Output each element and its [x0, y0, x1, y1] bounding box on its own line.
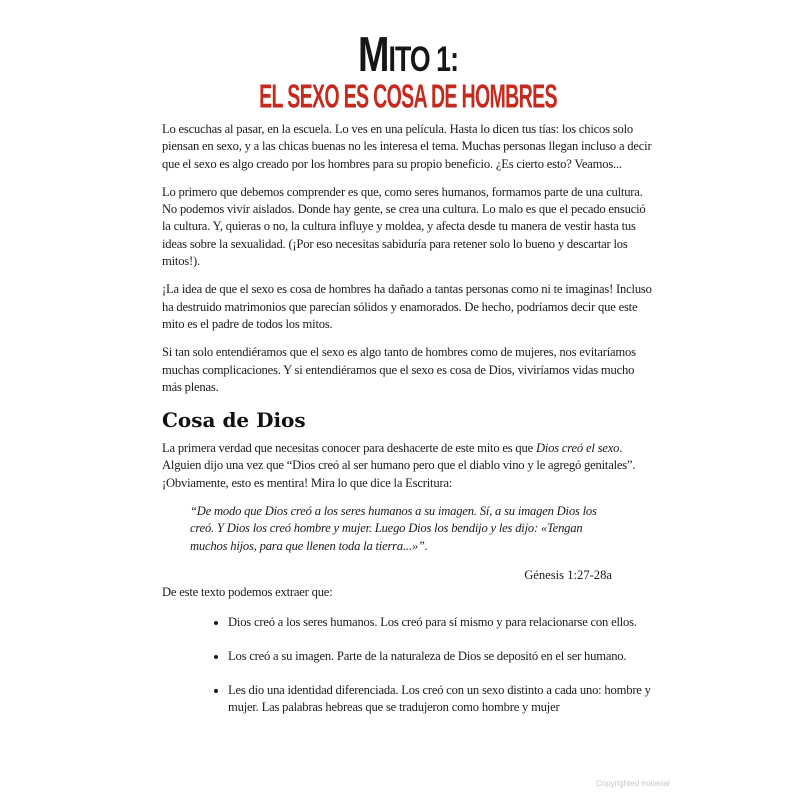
intro-paragraph-4: Si tan solo entendiéramos que el sexo es algo tanto de hombres como de mujeres, nos evitaríamos muchas complicaciones. Y si entendiéramos que el sexo es cosa de Dios, viviríamos vidas mucho más plenas.: [162, 345, 636, 394]
list-item: • Dios creó a los seres humanos. Los creó para sí mismo y para relacionarse con ellos.: [228, 614, 654, 631]
scripture-quote: “De modo que Dios creó a los seres humanos a su imagen. Sí, a su imagen Dios los creó. Y Dios los creó hombre y mujer. Luego Dios los bendijo y les dijo: «Tengan muchos hijos, para que llenen toda la tierra...»”.: [190, 504, 597, 553]
extraction-list: [162, 614, 654, 717]
copyright-notice: Copyrighted material: [596, 779, 670, 788]
list-item: • Les dio una identidad diferenciada. Los creó con un sexo distinto a cada uno: hombre y mujer. Las palabras hebreas que se tradujeron como hombre y mujer: [228, 682, 654, 717]
chapter-title: MITO 1:: [357, 26, 459, 82]
section-paragraph-text: La primera verdad que necesitas conocer para deshacerte de este mito es que: [162, 441, 536, 456]
list-lead-in: De este texto podemos extraer que:: [162, 585, 333, 600]
intro-paragraph-3: ¡La idea de que el sexo es cosa de hombres ha dañado a tantas personas como ni te imaginas! Incluso ha destruido matrimonios que parecían sólidos y enamorados. De hecho, podríamos decir que este mito es el padre de todos los mitos.: [162, 282, 652, 331]
intro-paragraph-1: Lo escuchas al pasar, en la escuela. Lo ves en una película. Hasta lo dicen tus tías: los chicos solo piensan en sexo, y a las chicas buenas no les interesa el tema. Muchas personas llegan incluso a decir que el sexo es algo creado por los hombres para su propio beneficio. ¿Es cierto esto? Veamos...: [162, 122, 652, 171]
section-paragraph: [162, 440, 654, 492]
body-text: [162, 121, 654, 717]
chapter-header: [162, 0, 654, 115]
section-heading: Cosa de Dios: [162, 408, 306, 433]
section-paragraph-text: . Alguien dijo una vez que “Dios creó al ser humano pero que el diablo vino y le agregó genitales”. ¡Obviamente, esto es mentira! Mira lo que dice la Escritura:: [162, 441, 636, 490]
section-paragraph-italic: Dios creó el sexo: [535, 441, 620, 456]
intro-paragraph-2: Lo primero que debemos comprender es que, como seres humanos, formamos parte de una cultura. No podemos vivir aislados. Donde hay gente, se crea una cultura. Lo malo es que el pecado ensució la cultura. Y, quieras o no, la cultura influye y moldea, y afecta desde tu manera de vestir hasta tus ideas sobre la sexualidad. (¡Por eso necesitas sabiduría para retener solo lo bueno y descartar los mitos!).: [162, 184, 646, 269]
chapter-subtitle: EL SEXO ES COSA DE HOMBRES: [259, 78, 557, 115]
text-column: [162, 0, 654, 734]
list-item: • Los creó a su imagen. Parte de la naturaleza de Dios se depositó en el ser humano.: [228, 648, 654, 665]
scripture-citation: Génesis 1:27-28a: [524, 567, 612, 582]
